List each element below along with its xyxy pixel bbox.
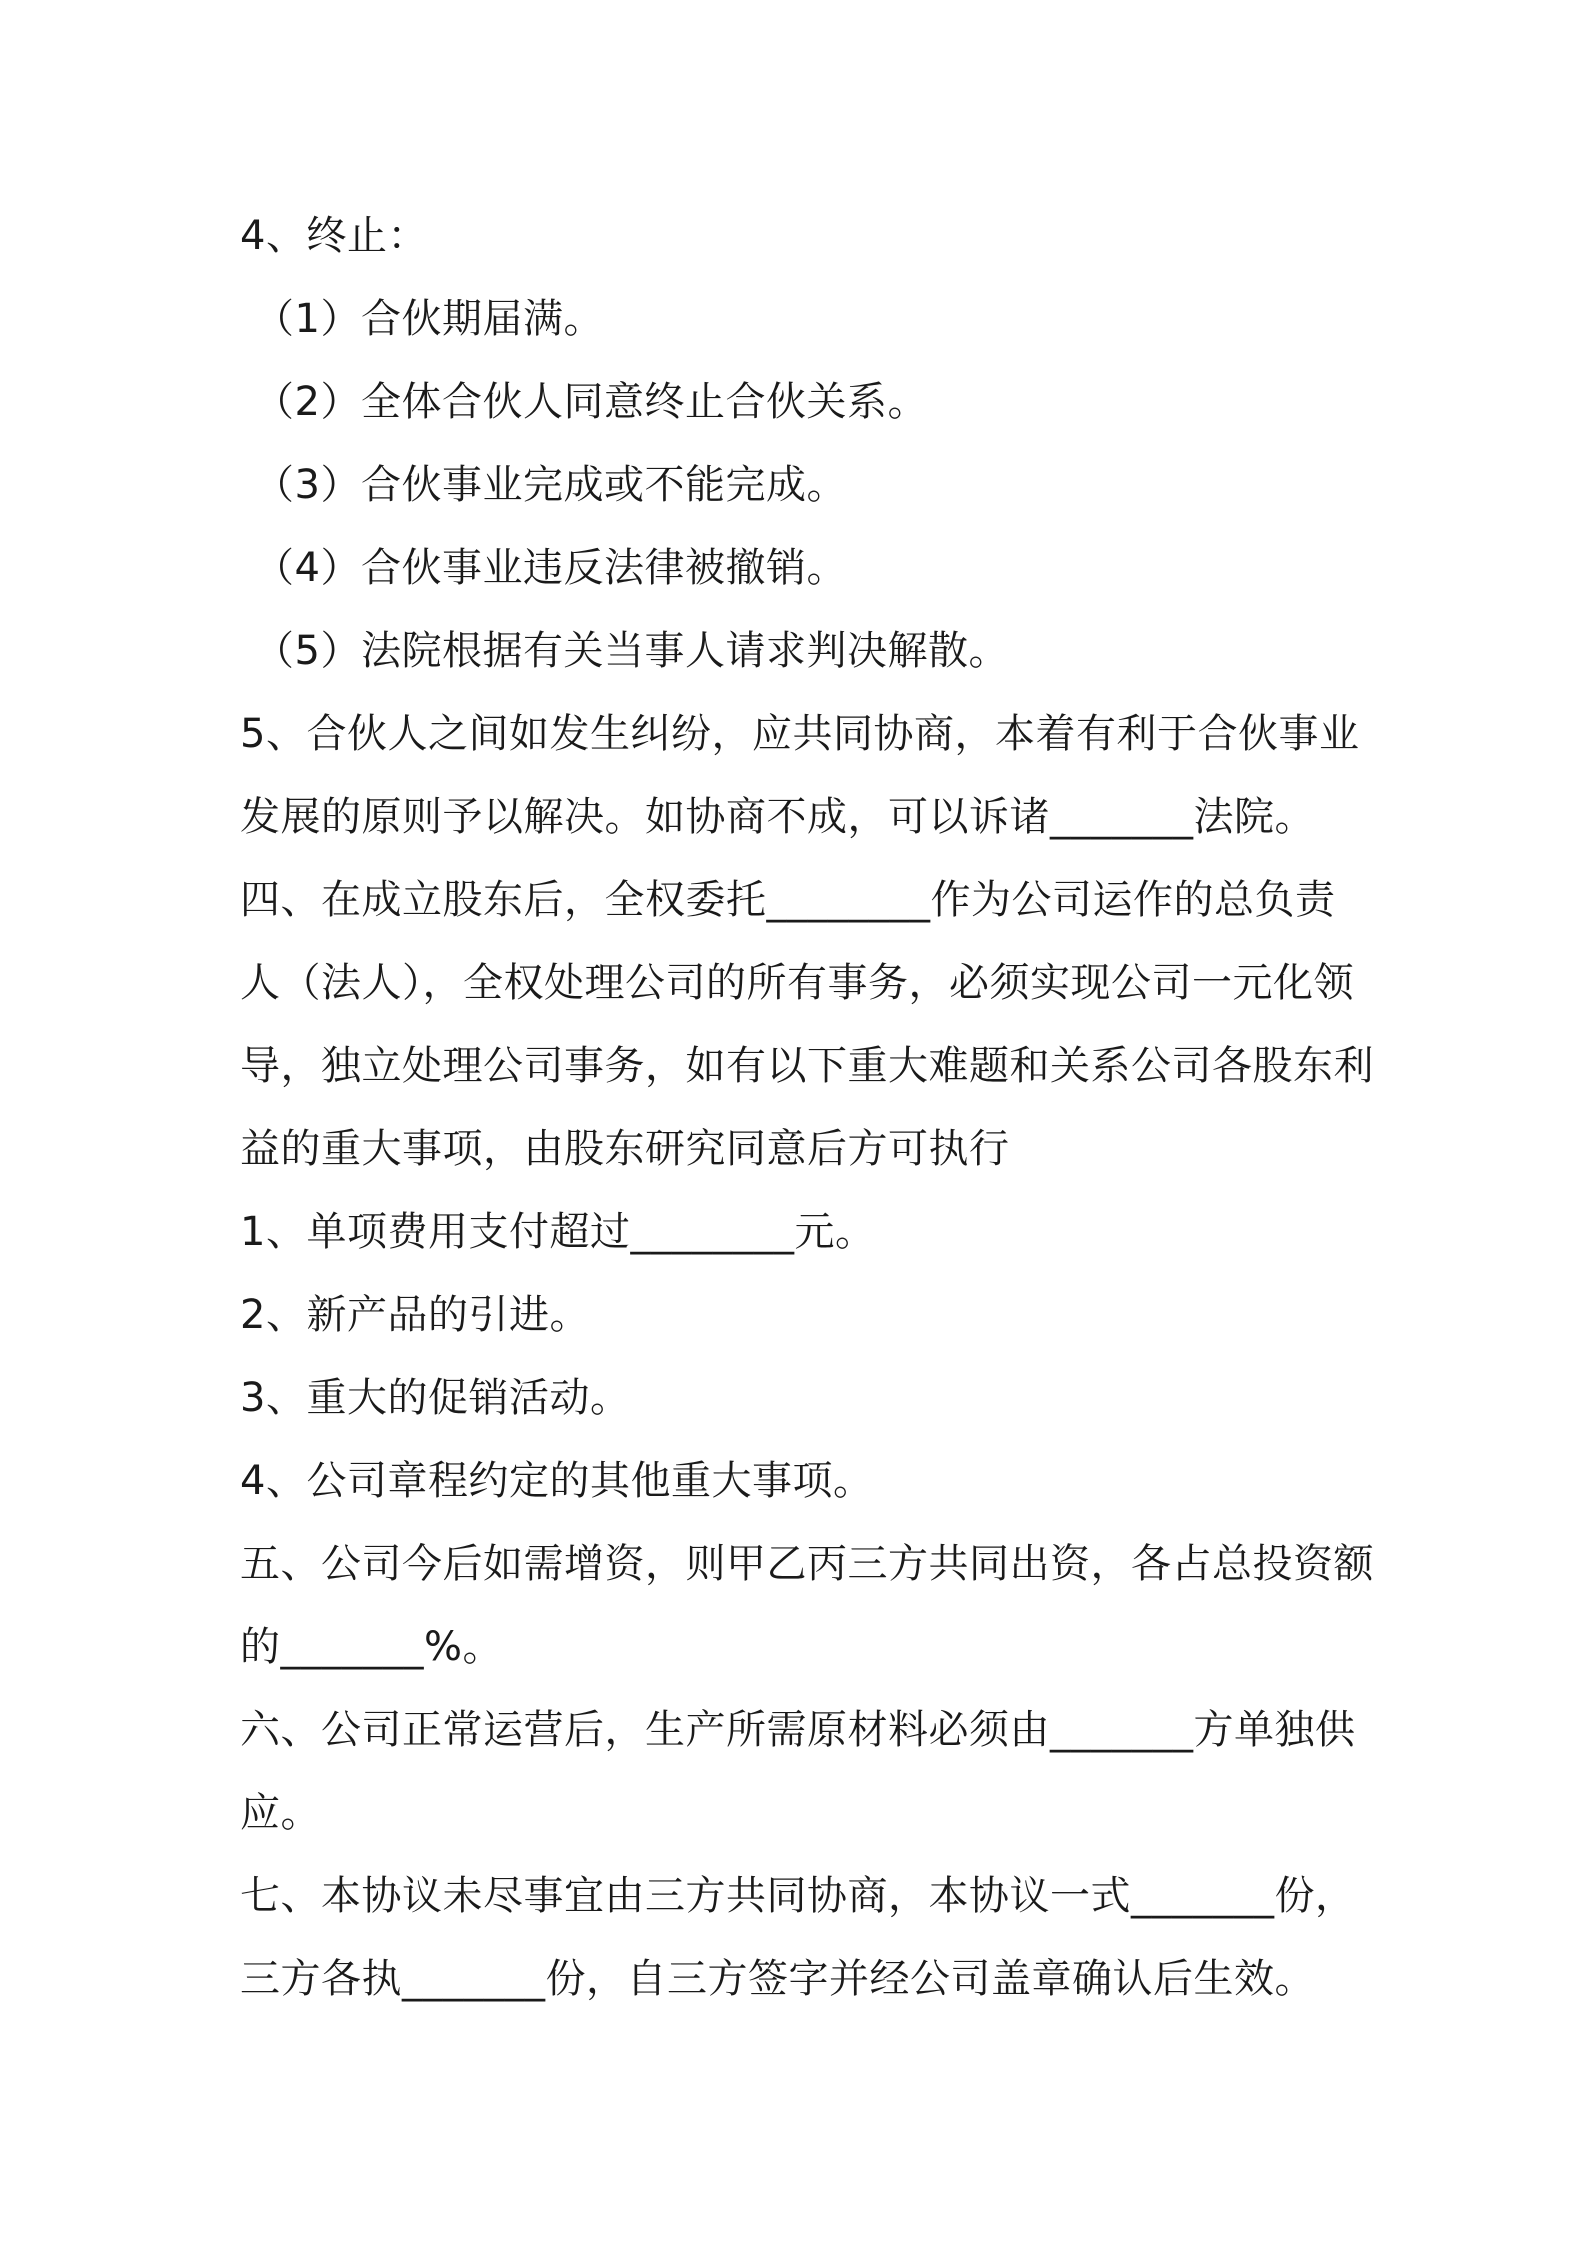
list-item: （1）合伙期届满。 [254, 296, 604, 342]
document-body [240, 195, 1374, 2021]
list-item: 1、单项费用支付超过________元。 [240, 1209, 876, 1255]
paragraph-line: 人（法人），全权处理公司的所有事务，必须实现公司一元化领 [240, 960, 1354, 1006]
paragraph-line: 五、公司今后如需增资，则甲乙丙三方共同出资，各占总投资额 [240, 1541, 1374, 1587]
paragraph-line: 导，独立处理公司事务，如有以下重大难题和关系公司各股东利 [240, 1043, 1374, 1089]
paragraph-line: 七、本协议未尽事宜由三方共同协商，本协议一式_______份， [240, 1873, 1356, 1919]
list-item: 2、新产品的引进。 [240, 1292, 590, 1338]
list-item: （4）合伙事业违反法律被撤销。 [254, 545, 847, 591]
paragraph-line: 益的重大事项，由股东研究同意后方可执行 [240, 1126, 1010, 1172]
list-item: （2）全体合伙人同意终止合伙关系。 [254, 379, 928, 425]
list-item: （3）合伙事业完成或不能完成。 [254, 462, 847, 508]
paragraph-line: 三方各执_______份，自三方签字并经公司盖章确认后生效。 [240, 1956, 1315, 2002]
section-heading-termination: 4、终止： [240, 213, 428, 259]
list-item: 3、重大的促销活动。 [240, 1375, 631, 1421]
paragraph-line: 六、公司正常运营后，生产所需原材料必须由_______方单独供 [240, 1707, 1356, 1753]
paragraph-line: 的_______%。 [240, 1624, 504, 1670]
paragraph-line: 5、合伙人之间如发生纠纷，应共同协商，本着有利于合伙事业 [240, 711, 1360, 757]
paragraph-line: 发展的原则予以解决。如协商不成，可以诉诸_______法院。 [240, 794, 1315, 840]
list-item: 4、公司章程约定的其他重大事项。 [240, 1458, 874, 1504]
paragraph-line: 四、在成立股东后，全权委托________作为公司运作的总负责 [240, 877, 1336, 923]
list-item: （5）法院根据有关当事人请求判决解散。 [254, 628, 1009, 674]
paragraph-line: 应。 [240, 1790, 321, 1836]
